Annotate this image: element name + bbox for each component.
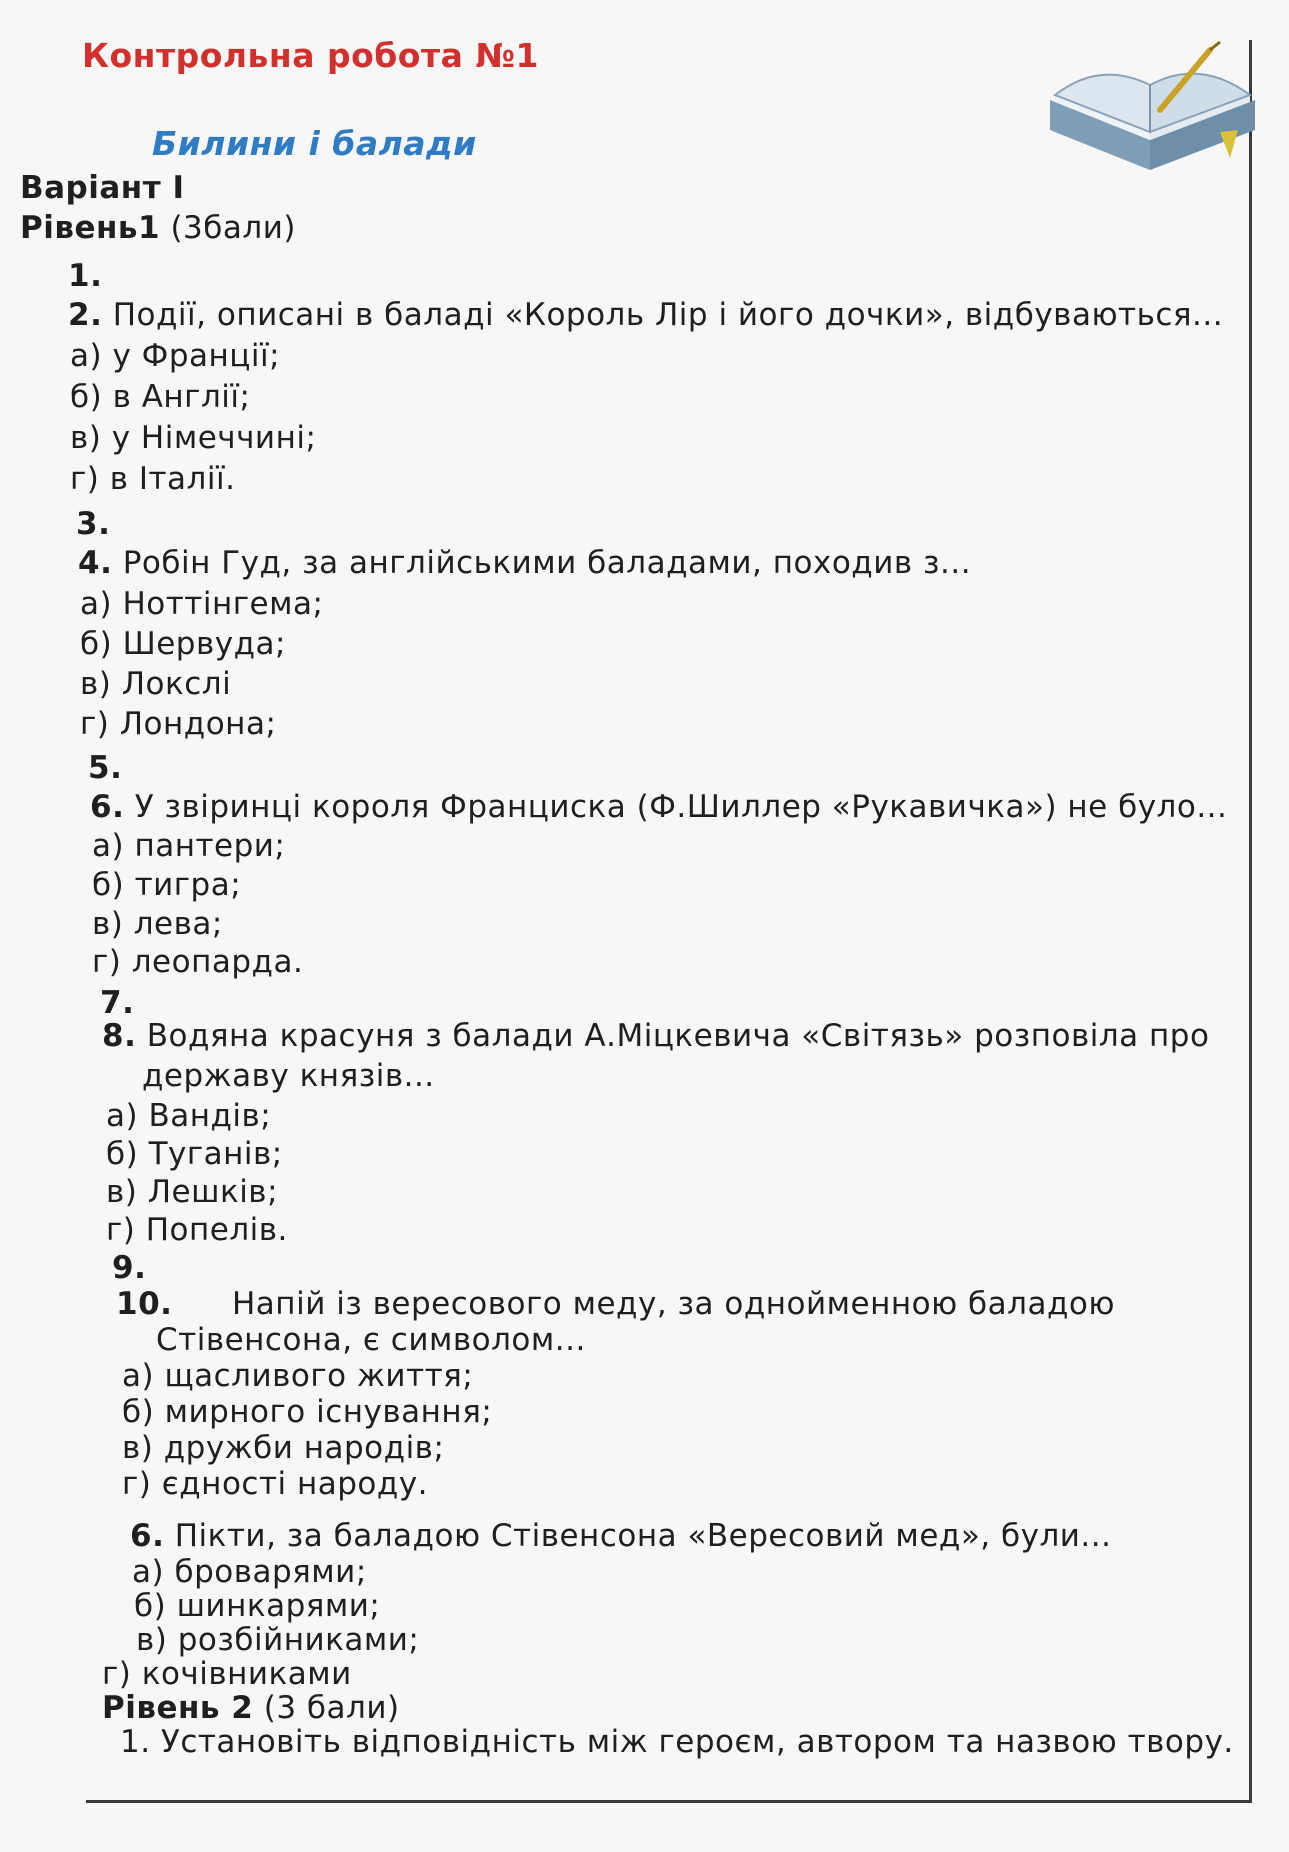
question-6b: [130, 1518, 1111, 1554]
question-2-option-b: б) в Англії;: [70, 379, 251, 415]
question-10-option-c: в) дружби народів;: [122, 1430, 445, 1466]
question-6-option-b: б) тигра;: [92, 867, 242, 903]
question-10-option-b: б) мирного існування;: [122, 1394, 493, 1430]
question-9-number: 9.: [112, 1250, 147, 1286]
question-8-line-1: [102, 1018, 1209, 1054]
question-4-number: 4.: [78, 545, 113, 581]
question-8-number: 8.: [102, 1018, 137, 1054]
question-6b-option-a: а) броварями;: [132, 1554, 367, 1590]
question-2: [68, 297, 1223, 333]
question-5-number: 5.: [88, 750, 123, 786]
question-4: [78, 545, 971, 581]
page-subtitle: Билини і балади: [152, 124, 477, 163]
level1-points: (3бали): [170, 210, 296, 246]
question-4-option-b: б) Шервуда;: [80, 626, 286, 662]
question-6b-option-b: б) шинкарями;: [134, 1588, 381, 1624]
question-6-option-a: а) пантери;: [92, 828, 286, 864]
question-3-number: 3.: [76, 506, 111, 542]
question-10-text-1: Напій із вересового меду, за однойменною баладою: [232, 1286, 1115, 1322]
question-6: [90, 789, 1227, 825]
question-6-text: У звіринці короля Франциска (Ф.Шиллер «Рукавичка») не було...: [134, 789, 1228, 825]
level2-points: (3 бали): [263, 1690, 400, 1726]
question-2-option-a: а) у Франції;: [70, 338, 281, 374]
level1-label: Рівень1: [20, 210, 161, 246]
question-8-option-a: а) Вандів;: [106, 1098, 272, 1134]
question-2-option-c: в) у Німеччині;: [70, 420, 317, 456]
level2-heading: [102, 1690, 400, 1726]
question-2-number: 2.: [68, 297, 103, 333]
question-6b-option-d: г) кочівниками: [102, 1656, 352, 1692]
question-6-option-d: г) леопарда.: [92, 944, 304, 980]
question-8-text-1: Водяна красуня з балади А.Міцкевича «Світязь» розповіла про: [146, 1018, 1210, 1054]
question-8-option-d: г) Попелів.: [106, 1212, 288, 1248]
question-4-option-d: г) Лондона;: [80, 706, 277, 742]
question-4-option-c: в) Локслі: [80, 666, 232, 702]
question-4-text: Робін Гуд, за англійськими баладами, походив з...: [122, 545, 972, 581]
question-6b-number: 6.: [130, 1518, 165, 1554]
question-1-number: 1.: [68, 258, 103, 294]
variant-label: Варіант I: [20, 170, 185, 206]
question-10-option-d: г) єдності народу.: [122, 1466, 429, 1502]
question-10-number: 10.: [116, 1286, 173, 1322]
level2-question-1: 1. Установіть відповідність між героєм, автором та назвою твору.: [120, 1724, 1234, 1760]
question-2-option-d: г) в Італії.: [70, 461, 236, 497]
page-title: Контрольна робота №1: [82, 36, 540, 75]
question-6b-text: Пікти, за баладою Стівенсона «Вересовий мед», були...: [174, 1518, 1112, 1554]
open-book-with-quill-icon: [1040, 40, 1260, 180]
question-8-option-b: б) Туганів;: [106, 1136, 283, 1172]
question-10-option-a: а) щасливого життя;: [122, 1358, 474, 1394]
level1-heading: [20, 210, 296, 246]
level2-label: Рівень 2: [102, 1690, 254, 1726]
question-6b-option-c: в) розбійниками;: [136, 1622, 420, 1658]
question-2-text: Події, описані в баладі «Король Лір і його дочки», відбуваються...: [112, 297, 1224, 333]
question-8-text-2: державу князів...: [142, 1058, 435, 1094]
question-8-option-c: в) Лешків;: [106, 1174, 279, 1210]
question-4-option-a: а) Ноттінгема;: [80, 586, 324, 622]
question-6-option-c: в) лева;: [92, 906, 223, 942]
question-10-text-2: Стівенсона, є символом...: [156, 1322, 586, 1358]
question-7-number: 7.: [100, 985, 135, 1021]
question-6-number: 6.: [90, 789, 125, 825]
